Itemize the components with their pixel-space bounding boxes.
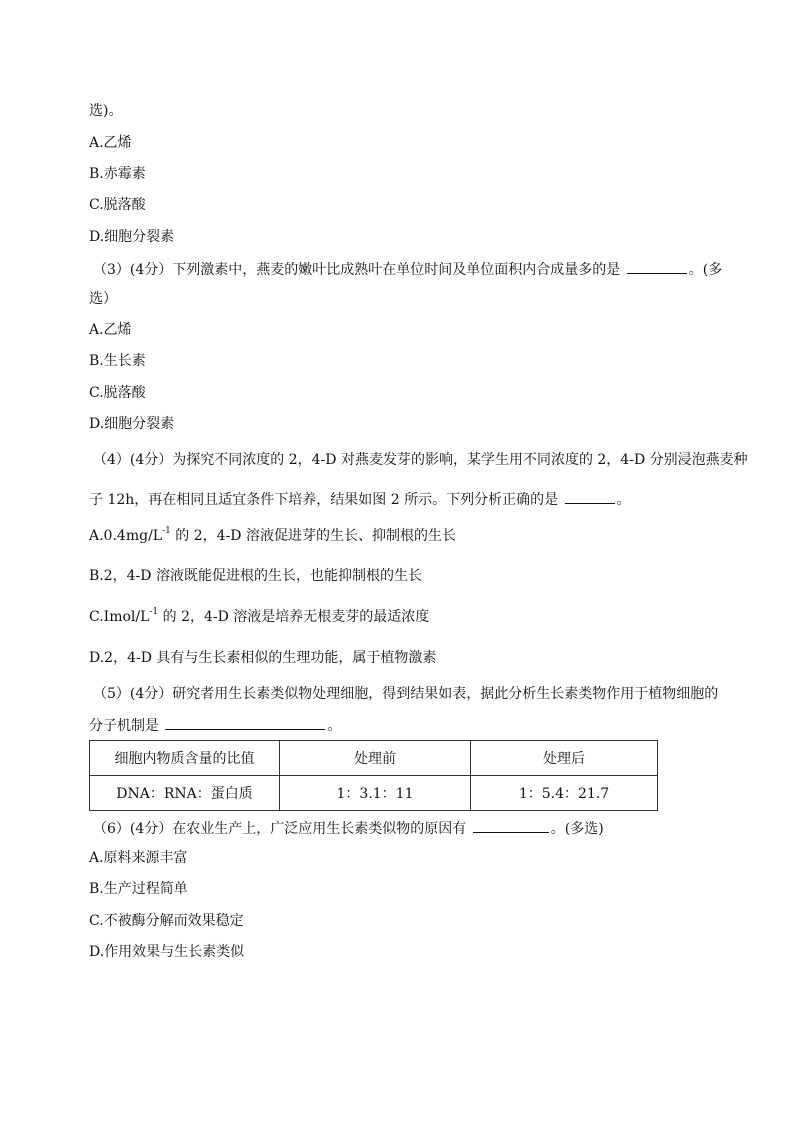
q6-option-b: B.生产过程简单 <box>89 881 188 897</box>
ratio-table <box>89 740 658 811</box>
q6-option-c: C.不被酶分解而效果稳定 <box>89 913 244 929</box>
q4-option-a <box>89 526 456 546</box>
q3-option-a: A.乙烯 <box>89 322 132 338</box>
table-header-cell: 处理前 <box>280 741 471 776</box>
q4-answer-blank[interactable] <box>565 488 615 504</box>
question-3-stem-cont: 选） <box>89 291 117 307</box>
q3-text-end: 。(多 <box>688 262 723 278</box>
q2-option-c: C.脱落酸 <box>89 197 146 213</box>
question-4-stem: （4）(4分）为探究不同浓度的 2，4-D 对燕麦发芽的影响，某学生用不同浓度的 2，4-D 分别浸泡燕麦种 <box>93 452 748 468</box>
q5-text: 分子机制是 <box>89 718 159 734</box>
q4-option-b: B.2，4-D 溶液既能促进根的生长，也能抑制根的生长 <box>89 568 422 584</box>
question-5-stem-cont <box>89 714 341 736</box>
q4-option-c-sup: -1 <box>149 607 159 618</box>
table-header-cell: 细胞内物质含量的比值 <box>90 741 280 776</box>
q2-option-d: D.细胞分裂素 <box>89 229 175 245</box>
q4-option-a-sup: -1 <box>162 526 171 537</box>
table-cell: 1：5.4：21.7 <box>471 776 658 811</box>
q2-option-a: A.乙烯 <box>89 135 132 151</box>
question-3-stem <box>93 258 722 280</box>
table-cell: DNA：RNA：蛋白质 <box>90 776 280 811</box>
q3-option-b: B.生长素 <box>89 353 146 369</box>
q3-answer-blank[interactable] <box>627 258 687 274</box>
question-5-stem: （5）(4分）研究者用生长素类似物处理细胞，得到结果如表，据此分析生长素类物作用于植物细胞的 <box>93 686 719 702</box>
table-header-cell: 处理后 <box>471 741 658 776</box>
q3-option-c: C.脱落酸 <box>89 385 146 401</box>
question-4-stem-cont <box>89 488 631 510</box>
q5-text-end: 。 <box>327 718 342 734</box>
q6-answer-blank[interactable] <box>473 817 549 833</box>
question-6-stem <box>93 817 604 839</box>
q4-text-end: 。 <box>616 492 631 508</box>
table-cell: 1：3.1：11 <box>280 776 471 811</box>
q4-option-c-pre: C.Imol/L <box>89 609 150 625</box>
table-row <box>90 776 658 811</box>
q5-answer-blank[interactable] <box>165 714 325 730</box>
q4-option-a-pre: A.0.4mg/L <box>89 528 163 544</box>
q6-text: （6）(4分）在农业生产上，广泛应用生长素类似物的原因有 <box>93 821 467 837</box>
table-header-row <box>90 741 658 776</box>
q4-text: 子 12h，再在相同且适宜条件下培养，结果如图 2 所示。下列分析正确的是 <box>89 492 559 508</box>
q3-option-d: D.细胞分裂素 <box>89 416 175 432</box>
q4-option-a-post: 的 2，4-D 溶液促进芽的生长、抑制根的生长 <box>170 528 456 544</box>
q4-option-c-post: 的 2，4-D 溶液是培养无根麦芽的最适浓度 <box>158 609 430 625</box>
q4-option-d: D.2，4-D 具有与生长素相似的生理功能，属于植物激素 <box>89 650 437 666</box>
q4-option-c <box>89 607 429 627</box>
q6-option-a: A.原料来源丰富 <box>89 850 188 866</box>
question-2-tail: 选)。 <box>89 103 123 119</box>
q3-text: （3）(4分）下列激素中，燕麦的嫩叶比成熟叶在单位时间及单位面积内合成量多的是 <box>93 262 621 278</box>
q6-text-end: 。(多选) <box>550 821 604 837</box>
q2-option-b: B.赤霉素 <box>89 166 146 182</box>
q6-option-d: D.作用效果与生长素类似 <box>89 944 245 960</box>
